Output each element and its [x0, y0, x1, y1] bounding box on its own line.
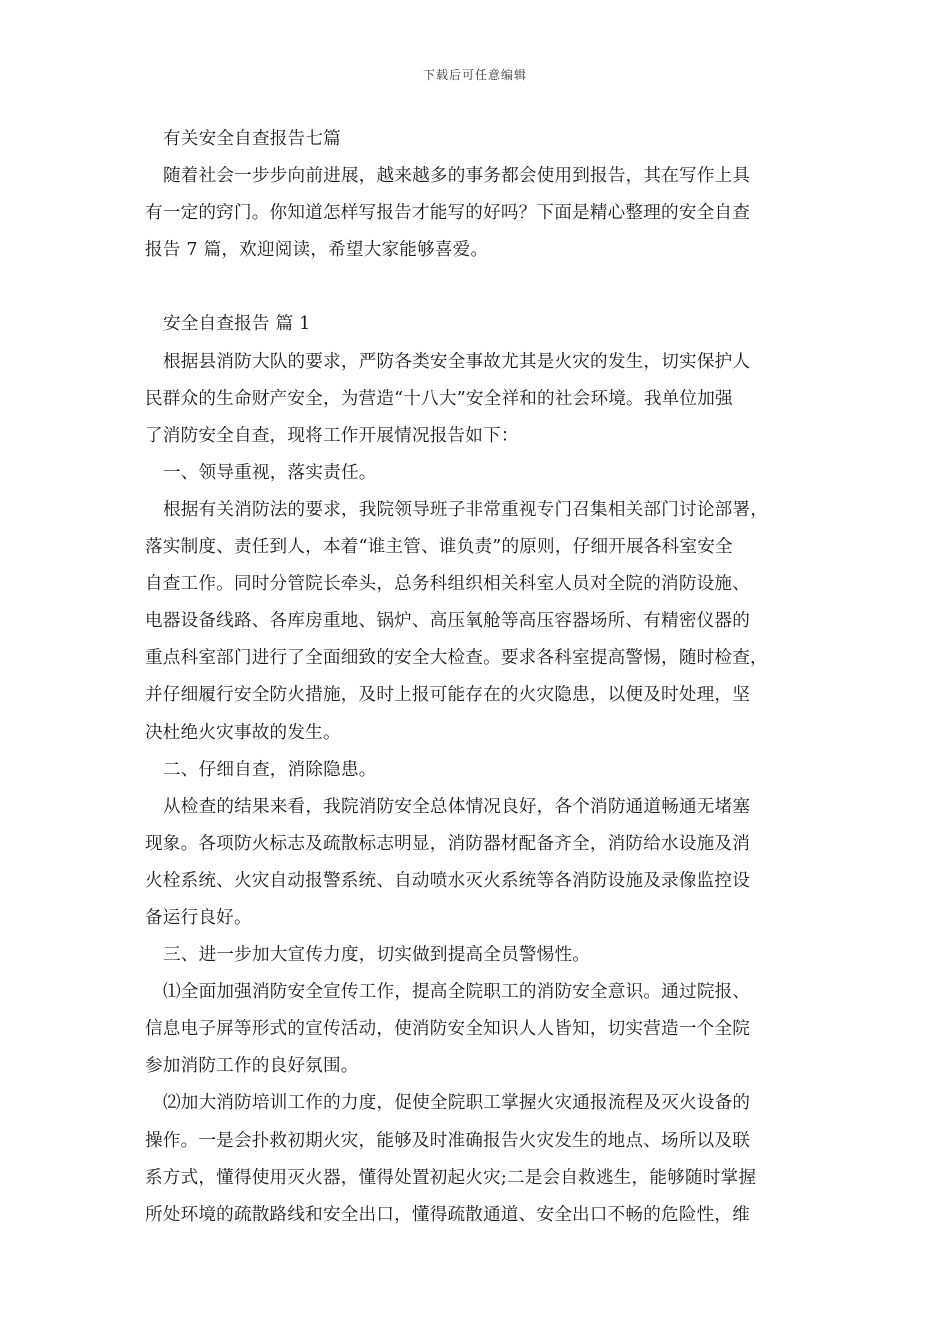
paragraph-line: ⑴全面加强消防安全宣传工作，提高全院职工的消防安全意识。通过院报、: [163, 982, 751, 1003]
subheading-line: 三、进一步加大宣传力度，切实做到提高全员警惕性。: [163, 945, 591, 966]
paragraph-line: 根据县消防大队的要求，严防各类安全事故尤其是火灾的发生，切实保护人: [163, 351, 751, 372]
paragraph-line: 信息电子屏等形式的宣传活动，使消防安全知识人人皆知，切实营造一个全院: [145, 1019, 750, 1040]
paragraph-line: 决杜绝火灾事故的发生。: [145, 722, 341, 743]
paragraph-line: ⑵加大消防培训工作的力度，促使全院职工掌握火灾通报流程及灭火设备的: [163, 1093, 751, 1114]
paragraph-line: 并仔细履行安全防火措施，及时上报可能存在的火灾隐患，以便及时处理，坚: [145, 685, 750, 706]
document-body: [145, 121, 825, 1234]
paragraph-line: 自查工作。同时分管院长牵头，总务科组织相关科室人员对全院的消防设施、: [145, 574, 750, 595]
paragraph-line: 现象。各项防火标志及疏散标志明显，消防器材配备齐全，消防给水设施及消: [145, 833, 750, 854]
paragraph-line: 落实制度、责任到人，本着“谁主管、谁负责”的原则，仔细开展各科室安全: [145, 537, 733, 558]
paragraph-line: 参加消防工作的良好氛围。: [145, 1056, 359, 1077]
paragraph-line: 根据有关消防法的要求，我院领导班子非常重视专门召集相关部门讨论部署，: [163, 499, 768, 520]
paragraph-line: 所处环境的疏散路线和安全出口，懂得疏散通道、安全出口不畅的危险性，维: [145, 1204, 750, 1225]
paragraph-line: 电器设备线路、各库房重地、锅炉、高压氧舱等高压容器场所、有精密仪器的: [145, 611, 750, 632]
paragraph-line: 了消防安全自查，现将工作开展情况报告如下：: [145, 425, 519, 446]
intro-line-3: 报告 7 篇，欢迎阅读，希望大家能够喜爱。: [145, 240, 489, 261]
intro-line-2: 有一定的窍门。你知道怎样写报告才能写的好吗？下面是精心整理的安全自查: [145, 203, 750, 224]
document-title: 有关安全自查报告七篇: [163, 129, 341, 149]
paragraph-line: 备运行良好。: [145, 907, 252, 928]
header-note: 下载后可任意编辑: [422, 68, 527, 82]
subheading-line: 二、仔细自查，消除隐患。: [163, 759, 377, 780]
blank-line: [145, 269, 825, 306]
paragraph-line: 系方式，懂得使用灭火器，懂得处置初起火灾;二是会自救逃生，能够随时掌握: [145, 1167, 757, 1188]
subheading-line: 一、领导重视，落实责任。: [163, 462, 377, 483]
intro-line-1: 随着社会一步步向前进展，越来越多的事务都会使用到报告，其在写作上具: [163, 166, 751, 187]
paragraph-line: 重点科室部门进行了全面细致的安全大检查。要求各科室提高警惕，随时检查，: [145, 648, 768, 669]
paragraph-line: 操作。一是会扑救初期火灾，能够及时准确报告火灾发生的地点、场所以及联: [145, 1130, 750, 1151]
paragraph-line: 民群众的生命财产安全，为营造“十八大”安全祥和的社会环境。我单位加强: [145, 388, 733, 409]
section-heading: 安全自查报告 篇 1: [163, 314, 311, 335]
paragraph-line: 火栓系统、火灾自动报警系统、自动喷水灭火系统等各消防设施及录像监控设: [145, 870, 750, 891]
paragraph-line: 从检查的结果来看，我院消防安全总体情况良好，各个消防通道畅通无堵塞: [163, 796, 751, 817]
